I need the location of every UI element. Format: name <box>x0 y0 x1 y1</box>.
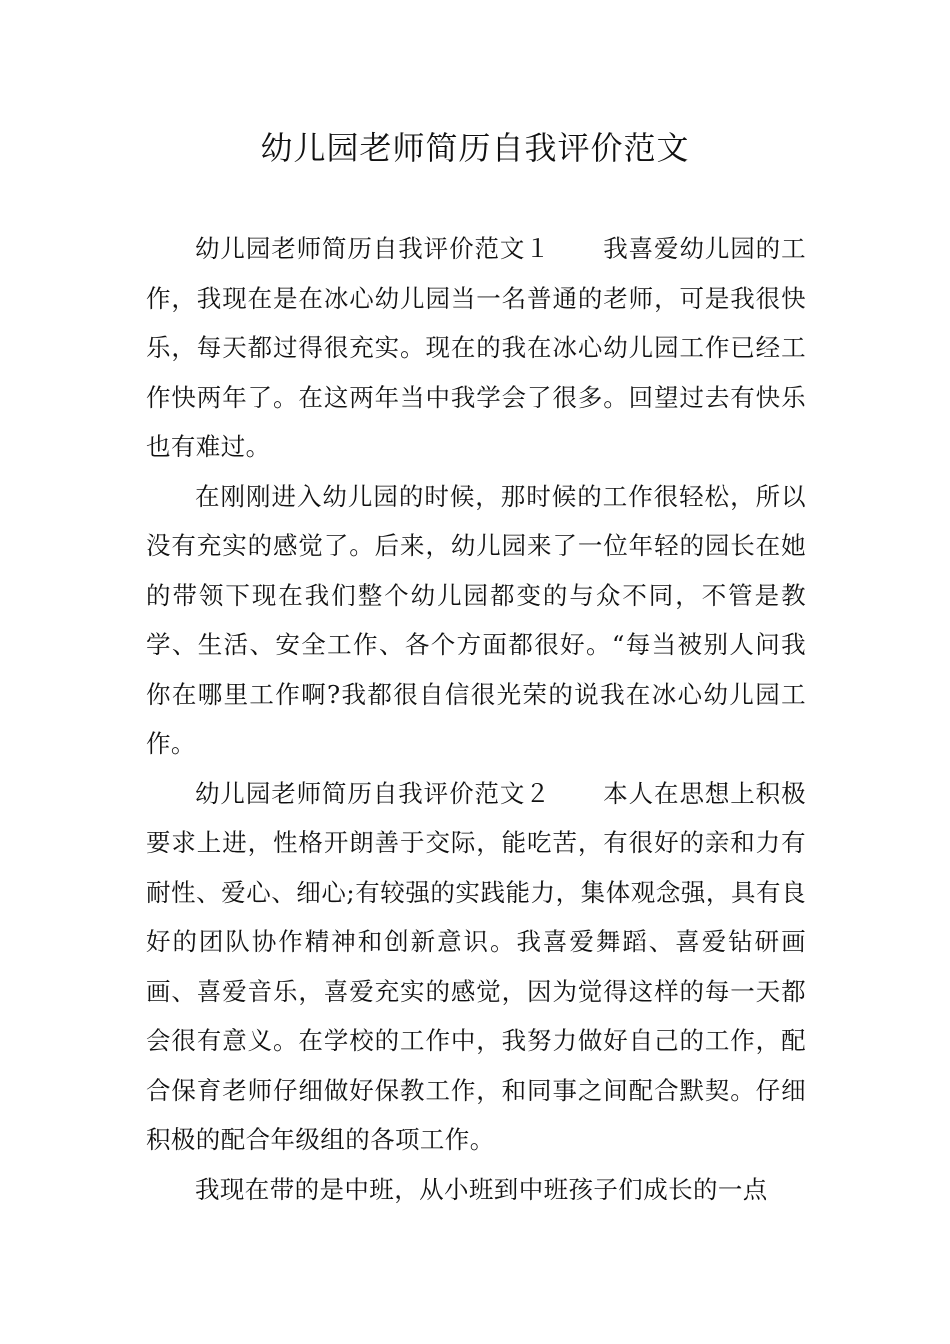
paragraph-2-text: 在刚刚进入幼儿园的时候，那时候的工作很轻松，所以没有充实的感觉了。后来，幼儿园来了一位年轻的园长在她的带领下现在我们整个幼儿园都变的与众不同，不管是教学、生活、安全工作、各个方面都很好。“每当被别人问我你在哪里工作啊?我都很自信很光荣的说我在冰心幼儿园工作。 <box>146 481 806 758</box>
paragraph-2 <box>146 472 806 769</box>
paragraph-1-text: 我喜爱幼儿园的工作，我现在是在冰心幼儿园当一名普通的老师，可是我很快乐，每天都过得很充实。现在的我在冰心幼儿园工作已经工作快两年了。在这两年当中我学会了很多。回望过去有快乐也有难过。 <box>146 234 806 461</box>
paragraph-3-text: 本人在思想上积极要求上进，性格开朗善于交际，能吃苦，有很好的亲和力有耐性、爱心、细心;有较强的实践能力，集体观念强，具有良好的团队协作精神和创新意识。我喜爱舞蹈、喜爱钻研画画、喜爱音乐，喜爱充实的感觉，因为觉得这样的每一天都会很有意义。在学校的工作中，我努力做好自己的工作，配合保育老师仔细做好保教工作，和同事之间配合默契。仔细积极的配合年级组的各项工作。 <box>146 778 806 1154</box>
section-heading-2: 幼儿园老师简历自我评价范文２ <box>195 778 551 808</box>
document-body <box>146 224 806 1214</box>
paragraph-1 <box>146 224 806 472</box>
paragraph-4 <box>146 1165 806 1215</box>
section-heading-1: 幼儿园老师简历自我评价范文１ <box>195 234 551 263</box>
paragraph-3 <box>146 769 806 1165</box>
paragraph-4-text: 我现在带的是中班，从小班到中班孩子们成长的一点 <box>195 1174 768 1204</box>
document-title: 幼儿园老师简历自我评价范文 <box>260 129 690 167</box>
